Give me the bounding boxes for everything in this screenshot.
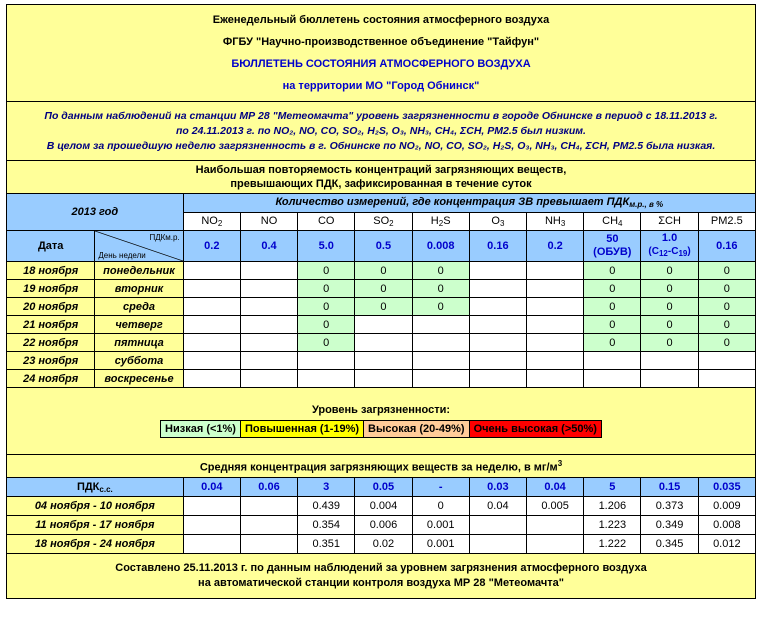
row-cell: 0	[584, 262, 641, 280]
pdk-ss-value: 0.15	[641, 478, 698, 497]
legend-block	[7, 388, 756, 455]
pdk-ss-value: 0.03	[469, 478, 526, 497]
avg-cell: 0.009	[698, 497, 755, 516]
row-cell: 0	[641, 280, 698, 298]
avg-cell: 0.012	[698, 535, 755, 554]
pollutant-header: $CH_4$	[584, 212, 641, 231]
row-cell	[240, 352, 297, 370]
row-cell: 0	[641, 298, 698, 316]
pollutant-header: NO	[240, 212, 297, 231]
avg-cell	[469, 535, 526, 554]
bulletin-header	[7, 5, 756, 102]
row-weekday: суббота	[95, 352, 183, 370]
pdk-value	[641, 231, 698, 262]
pdk-number: 0.5	[375, 239, 392, 252]
pollutant-header: ΣCH	[641, 212, 698, 231]
row-cell: 0	[584, 316, 641, 334]
measure-title-text: Количество измерений, где концентрация ЗВ превышает ПДК	[275, 196, 630, 209]
row-date: 21 ноября	[7, 316, 95, 334]
row-cell: 0	[698, 334, 755, 352]
pdk-ss-value: 0.05	[355, 478, 412, 497]
footer-line-2: на автоматической станции контроля воздуха МР 28 "Метеомачта"	[198, 577, 564, 589]
row-cell	[412, 316, 469, 334]
avg-cell: 0.001	[412, 516, 469, 535]
table-row	[7, 352, 756, 370]
row-weekday: четверг	[95, 316, 183, 334]
pdk-value	[412, 231, 469, 262]
row-cell	[469, 280, 526, 298]
table-row	[7, 280, 756, 298]
footer-block	[7, 554, 756, 599]
avg-cell: 0.004	[355, 497, 412, 516]
pollutant-header: $O_3$	[469, 212, 526, 231]
avg-cell	[183, 535, 240, 554]
avg-cell: 0.04	[469, 497, 526, 516]
table-row	[7, 535, 756, 554]
row-cell	[240, 316, 297, 334]
row-cell: 0	[298, 316, 355, 334]
avg-cell: 0	[412, 497, 469, 516]
row-cell	[183, 334, 240, 352]
row-cell: 0	[412, 262, 469, 280]
row-cell	[240, 280, 297, 298]
row-cell	[641, 370, 698, 388]
pdk-value	[183, 231, 240, 262]
row-cell: 0	[355, 298, 412, 316]
bulletin-table	[6, 4, 756, 599]
legend-elevated: Повышенная (1-19%)	[241, 421, 364, 437]
row-cell: 0	[641, 262, 698, 280]
pdk-ss-value: 5	[584, 478, 641, 497]
row-cell	[584, 352, 641, 370]
row-cell	[240, 262, 297, 280]
row-cell: 0	[298, 280, 355, 298]
row-cell: 0	[698, 298, 755, 316]
table-row	[7, 370, 756, 388]
row-cell: 0	[355, 280, 412, 298]
row-cell	[527, 370, 584, 388]
row-weekday: понедельник	[95, 262, 183, 280]
pdk-value	[298, 231, 355, 262]
avg-title-sup: 3	[557, 458, 563, 468]
row-cell	[584, 370, 641, 388]
period-label: 18 ноября - 24 ноября	[7, 535, 184, 554]
row-cell	[698, 370, 755, 388]
row-cell: 0	[584, 298, 641, 316]
row-cell	[527, 316, 584, 334]
pdk-ss-value: -	[412, 478, 469, 497]
legend-scale	[160, 420, 602, 438]
pdk-value	[469, 231, 526, 262]
row-date: 19 ноября	[7, 280, 95, 298]
diag-bottom-label: День недели	[98, 251, 146, 260]
header-line-1: Еженедельный бюллетень состояния атмосферного воздуха	[212, 14, 550, 26]
row-weekday: воскресенье	[95, 370, 183, 388]
summary-line-2: по 24.11.2013 г. по NO₂, NO, CO, SO₂, H₂S, O₃, NH₃, CH₄, ΣCH, PM2.5 был низким.	[176, 124, 586, 137]
avg-cell: 0.005	[527, 497, 584, 516]
pollutant-header: $H_2S$	[412, 212, 469, 231]
legend-title: Уровень загрязненности:	[311, 404, 451, 416]
repeat-title-line-1: Наибольшая повторяемость концентраций загрязняющих веществ,	[195, 164, 567, 176]
pollutant-header: $NO_2$	[183, 212, 240, 231]
table-row	[7, 298, 756, 316]
avg-cell: 0.02	[355, 535, 412, 554]
table-row	[7, 316, 756, 334]
pdk-number: 0.16	[487, 239, 509, 252]
row-cell	[183, 370, 240, 388]
summary-line-3: В целом за прошедшую неделю загрязненность в г. Обнинске по NO₂, NO, CO, SO₂, H₂S, O₃, NH₃, CH₄, ΣCH, PM2.5 была низкая.	[46, 139, 716, 152]
header-territory: на территории МО "Город Обнинск"	[282, 80, 480, 92]
measure-title	[183, 194, 755, 213]
pdk-number: 0.16	[716, 239, 738, 252]
diag-top-label: ПДКм.р.	[149, 233, 180, 242]
avg-cell	[527, 535, 584, 554]
avg-cell: 0.008	[698, 516, 755, 535]
pdk-ss-value: 0.06	[240, 478, 297, 497]
footer-line-1: Составлено 25.11.2013 г. по данным наблюдений за уровнем загрязнения атмосферного воздуха	[115, 562, 647, 574]
row-cell	[469, 370, 526, 388]
avg-cell: 0.006	[355, 516, 412, 535]
period-label: 04 ноября - 10 ноября	[7, 497, 184, 516]
legend-low: Низкая (<1%)	[161, 421, 241, 437]
row-cell: 0	[298, 334, 355, 352]
year-label: 2013 год	[7, 194, 184, 231]
pdk-value	[527, 231, 584, 262]
row-cell	[355, 316, 412, 334]
row-cell	[183, 316, 240, 334]
row-cell: 0	[298, 262, 355, 280]
row-date: 18 ноября	[7, 262, 95, 280]
pollutant-header: CO	[298, 212, 355, 231]
row-cell	[527, 298, 584, 316]
period-label: 11 ноября - 17 ноября	[7, 516, 184, 535]
measure-title-sub: м.р., в %	[629, 200, 664, 210]
row-cell	[412, 370, 469, 388]
pdk-ss-label: $ПДК_{с.с.}$	[7, 478, 184, 497]
pdk-number: 1.0	[661, 232, 678, 244]
pdk-value	[355, 231, 412, 262]
pdk-sch-note: $(C_{12}-C_{19})$	[648, 246, 691, 258]
avg-cell	[527, 516, 584, 535]
row-cell	[469, 316, 526, 334]
table-row	[7, 516, 756, 535]
header-title: БЮЛЛЕТЕНЬ СОСТОЯНИЯ АТМОСФЕРНОГО ВОЗДУХА	[231, 58, 531, 70]
row-cell: 0	[412, 298, 469, 316]
row-cell: 0	[584, 334, 641, 352]
pdk-diagonal-header	[95, 231, 183, 262]
pdk-ss-value: 0.035	[698, 478, 755, 497]
row-date: 22 ноября	[7, 334, 95, 352]
avg-title	[7, 455, 756, 478]
avg-cell: 0.439	[298, 497, 355, 516]
avg-cell: 0.345	[641, 535, 698, 554]
repeat-title	[7, 161, 756, 194]
row-cell	[469, 262, 526, 280]
avg-cell: 1.206	[584, 497, 641, 516]
row-cell	[698, 352, 755, 370]
row-date: 20 ноября	[7, 298, 95, 316]
row-cell	[183, 352, 240, 370]
row-weekday: среда	[95, 298, 183, 316]
row-cell	[412, 334, 469, 352]
avg-cell	[240, 535, 297, 554]
row-cell: 0	[698, 316, 755, 334]
avg-cell	[183, 516, 240, 535]
avg-cell	[240, 497, 297, 516]
row-cell	[355, 334, 412, 352]
row-cell	[469, 352, 526, 370]
pdk-value	[240, 231, 297, 262]
row-cell	[298, 352, 355, 370]
table-row	[7, 262, 756, 280]
pdk-ss-value: 0.04	[183, 478, 240, 497]
pdk-number: 5.0	[318, 239, 334, 252]
avg-cell: 0.354	[298, 516, 355, 535]
row-cell	[412, 352, 469, 370]
row-date: 23 ноября	[7, 352, 95, 370]
date-label: Дата	[7, 231, 95, 262]
row-cell	[527, 280, 584, 298]
summary-block	[7, 102, 756, 161]
row-cell: 0	[298, 298, 355, 316]
row-cell: 0	[412, 280, 469, 298]
avg-cell	[183, 497, 240, 516]
row-cell	[298, 370, 355, 388]
pdk-number: 0.2	[204, 239, 220, 252]
row-cell	[183, 262, 240, 280]
pollutant-header: $SO_2$	[355, 212, 412, 231]
pdk-number: 50	[606, 233, 619, 245]
row-cell	[240, 370, 297, 388]
row-cell	[240, 298, 297, 316]
avg-cell: 1.223	[584, 516, 641, 535]
row-cell: 0	[584, 280, 641, 298]
row-cell: 0	[355, 262, 412, 280]
row-weekday: вторник	[95, 280, 183, 298]
row-cell	[240, 334, 297, 352]
table-row	[7, 497, 756, 516]
row-cell	[527, 262, 584, 280]
row-cell	[469, 298, 526, 316]
avg-cell: 0.373	[641, 497, 698, 516]
row-cell	[641, 352, 698, 370]
pdk-value	[698, 231, 755, 262]
row-cell	[183, 280, 240, 298]
row-cell	[527, 334, 584, 352]
avg-cell	[240, 516, 297, 535]
table-row	[7, 334, 756, 352]
avg-cell: 0.349	[641, 516, 698, 535]
legend-very-high: Очень высокая (>50%)	[470, 421, 601, 437]
pdk-number: 0.008	[426, 239, 455, 252]
row-cell: 0	[641, 316, 698, 334]
pdk-ch4-note: (ОБУВ)	[593, 246, 632, 258]
pollutant-header: PM2.5	[698, 212, 755, 231]
row-cell	[469, 334, 526, 352]
avg-title-text: Средняя концентрация загрязняющих веществ за неделю, в мг/м	[199, 461, 558, 474]
header-org: ФГБУ "Научно-производственное объединение "Тайфун"	[222, 36, 540, 48]
row-cell	[183, 298, 240, 316]
pdk-number: 0.4	[261, 239, 277, 252]
avg-cell: 1.222	[584, 535, 641, 554]
row-date: 24 ноября	[7, 370, 95, 388]
pdk-ss-value: 0.04	[527, 478, 584, 497]
row-cell	[355, 370, 412, 388]
avg-cell: 0.351	[298, 535, 355, 554]
pdk-ss-value: 3	[298, 478, 355, 497]
row-cell	[527, 352, 584, 370]
avg-cell: 0.001	[412, 535, 469, 554]
row-weekday: пятница	[95, 334, 183, 352]
summary-line-1: По данным наблюдений на станции МР 28 "Метеомачта" уровень загрязненности в городе Обнинске в период с 18.11.2013 г.	[44, 109, 718, 122]
pdk-value	[584, 231, 641, 262]
row-cell: 0	[641, 334, 698, 352]
bulletin-page	[6, 4, 756, 622]
repeat-title-line-2: превышающих ПДК, зафиксированная в течение суток	[230, 178, 532, 190]
pdk-number: 0.2	[547, 239, 563, 252]
row-cell	[355, 352, 412, 370]
pollutant-header: $NH_3$	[527, 212, 584, 231]
row-cell: 0	[698, 262, 755, 280]
avg-cell	[469, 516, 526, 535]
row-cell: 0	[698, 280, 755, 298]
legend-high: Высокая (20-49%)	[364, 421, 470, 437]
